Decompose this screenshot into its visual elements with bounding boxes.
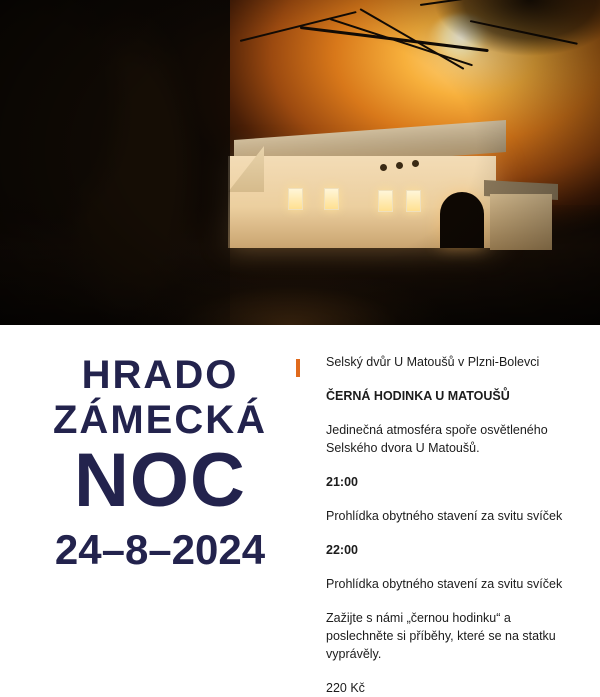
accent-divider — [296, 359, 300, 377]
intro-text: Jedinečná atmosféra spoře osvětleného Selského dvora U Matoušů. — [326, 423, 548, 455]
title-line-2: ZÁMECKÁ — [53, 398, 267, 442]
title-line-3: NOC — [74, 438, 246, 523]
price-text: 220 Kč — [326, 681, 365, 695]
poster-photo — [0, 0, 600, 325]
lit-window — [406, 190, 421, 212]
schedule-time-1: 21:00 — [326, 475, 358, 489]
venue-text: Selský dvůr U Matoušů v Plzni-Bolevci — [326, 355, 540, 369]
event-date: 24–8–2024 — [54, 526, 266, 573]
attic-hole — [412, 160, 419, 167]
attic-hole — [380, 164, 387, 171]
schedule-time-2: 22:00 — [326, 543, 358, 557]
attic-hole — [396, 162, 403, 169]
schedule-description-1: Prohlídka obytného stavení za svitu svíček — [326, 509, 563, 523]
poster-details — [326, 353, 580, 695]
farmhouse — [228, 120, 518, 245]
arched-doorway — [440, 192, 484, 248]
lit-window — [288, 188, 303, 210]
outro-text: Zažijte s námi „černou hodinku“ a poslechněte si příběhy, které se na statku vyprávěly. — [326, 611, 556, 661]
lit-window — [378, 190, 393, 212]
event-name: ČERNÁ HODINKA U MATOUŠŮ — [326, 389, 510, 403]
tree-canopy-left — [0, 0, 230, 325]
annex-building — [490, 194, 552, 250]
schedule-description-2: Prohlídka obytného stavení za svitu svíček — [326, 577, 563, 591]
poster-content — [0, 325, 600, 695]
poster-title-block — [0, 353, 296, 683]
title-line-1: HRADO — [81, 353, 239, 397]
lit-window — [324, 188, 339, 210]
